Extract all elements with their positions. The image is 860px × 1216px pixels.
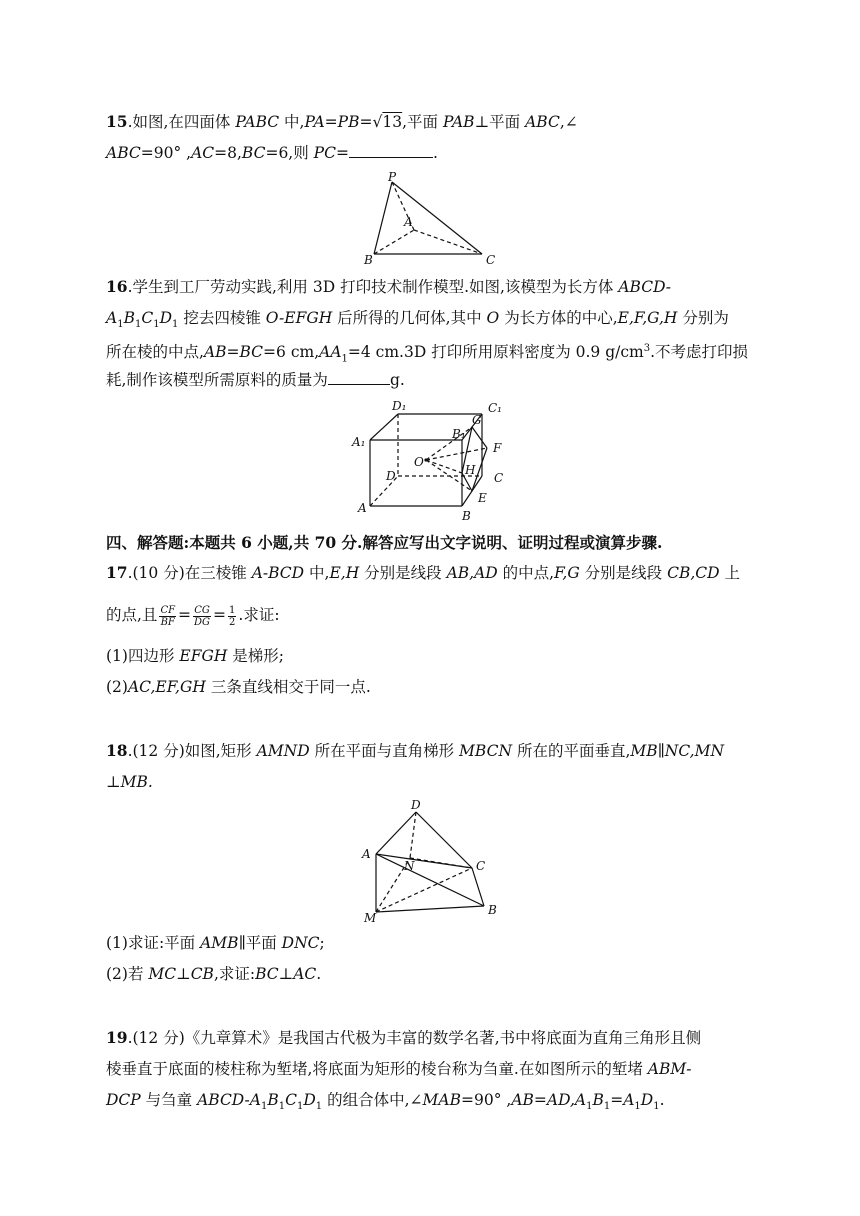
q16-label-D: D <box>386 469 396 483</box>
q15-label-P: P <box>388 170 397 184</box>
section-4-header: 四、解答题:本题共 6 小题,共 70 分.解答应写出文字说明、证明过程或演算步骤. <box>106 533 663 552</box>
q16-cuboid-figure <box>348 396 518 522</box>
q16-label-O: O <box>414 455 424 469</box>
q16-answer-blank[interactable] <box>328 370 390 385</box>
q15-tetrahedron-figure <box>360 168 510 268</box>
q18-label-M: M <box>364 911 377 924</box>
q15-label-B: B <box>364 253 373 267</box>
q16-line4: 耗,制作该模型所需原料的质量为 g. <box>106 371 405 389</box>
q16-label-A1: A₁ <box>352 435 366 449</box>
q16-label-G: G <box>472 413 482 427</box>
q17-line2: 的点,且 $\frac{CF}{BF}$ = $\frac{CG}{DG}$ = $\frac{1}{2}$ .求证: <box>106 604 280 628</box>
q18-line1: 18.(12 分)如图,矩形 AMND 所在平面与直角梯形 MBCN 所在的平面垂直,MB∥NC,MN <box>106 741 725 760</box>
q17-part1: (1)四边形 EFGH 是梯形; <box>106 647 285 665</box>
q16-label-H: H <box>465 463 476 477</box>
q17-fraction-cg-dg: $\frac{CG}{DG}$ <box>194 604 211 628</box>
q15-line1: 15.如图,在四面体 PABC 中,PA=PB=√13,平面 PAB⊥平面 ABC,∠ <box>106 112 578 131</box>
q19-number: 19 <box>106 1028 128 1047</box>
q18-label-C: C <box>476 859 486 873</box>
q18-label-B: B <box>488 903 497 917</box>
q16-label-B: B <box>462 509 471 522</box>
q18-line2: ⊥MB. <box>106 773 153 791</box>
q16-label-C: C <box>494 471 504 485</box>
q16-label-A: A <box>358 501 367 515</box>
q17-fraction-one-half: $\frac{1}{2}$ <box>229 604 236 628</box>
q17-fraction-cf-bf: $\frac{CF}{BF}$ <box>160 604 176 628</box>
q15-line2: ABC=90° ,AC=8,BC=6,则 PC= . <box>106 144 438 162</box>
q15-number: 15 <box>106 112 128 131</box>
q19-line2: 棱垂直于底面的棱柱称为堑堵,将底面为矩形的棱台称为刍童.在如图所示的堑堵 ABM- <box>106 1060 692 1078</box>
q18-label-N: N <box>404 859 415 873</box>
q16-label-D1: D₁ <box>392 399 407 413</box>
q19-line3: DCP 与刍童 ABCD-$A_1B_1C_1D_1$ 的组合体中,∠MAB=90° $,AB=AD,A_1B_1=A_1D_1$. <box>106 1091 665 1113</box>
q15-label-A: A <box>404 215 413 229</box>
q19-line1: 19.(12 分)《九章算术》是我国古代极为丰富的数学名著,书中将底面为直角三角形且侧 <box>106 1028 702 1047</box>
q18-number: 18 <box>106 741 128 760</box>
q18-label-D: D <box>411 798 421 812</box>
q18-solid-figure <box>358 796 508 924</box>
q16-label-B1: B₁ <box>452 427 466 441</box>
q16-label-C1: C₁ <box>488 401 502 415</box>
q16-line3: 所在棱的中点,AB=BC=6 $cm,AA_1=4$ cm.3D 打印所用原料密度为 0.9 $g/cm^3$.不考虑打印损 <box>106 343 749 365</box>
q18-part1: (1)求证:平面 AMB∥平面 DNC; <box>106 934 325 952</box>
q16-line1: 16.学生到工厂劳动实践,利用 3D 打印技术制作模型.如图,该模型为长方体 ABCD- <box>106 277 672 296</box>
q16-number: 16 <box>106 277 128 296</box>
q16-label-F: F <box>493 441 502 455</box>
q15-label-C: C <box>486 253 496 267</box>
q18-part2: (2)若 MC⊥CB,求证:BC⊥AC. <box>106 965 322 983</box>
q16-label-E: E <box>478 491 487 505</box>
q17-number: 17 <box>106 563 128 582</box>
q18-label-A: A <box>362 847 371 861</box>
q17-line1: 17.(10 分)在三棱锥 A-BCD 中,E,H 分别是线段 AB,AD 的中点,F,G 分别是线段 CB,CD 上 <box>106 563 740 582</box>
q16-line2: $A_1B_1C_1D_1$ 挖去四棱锥 O-EFGH 后所得的几何体,其中 O 为长方体的中心,E,F,G,H 分别为 <box>106 309 729 331</box>
q15-answer-blank[interactable] <box>349 143 433 158</box>
q17-part2: (2)AC,EF,GH 三条直线相交于同一点. <box>106 678 371 696</box>
